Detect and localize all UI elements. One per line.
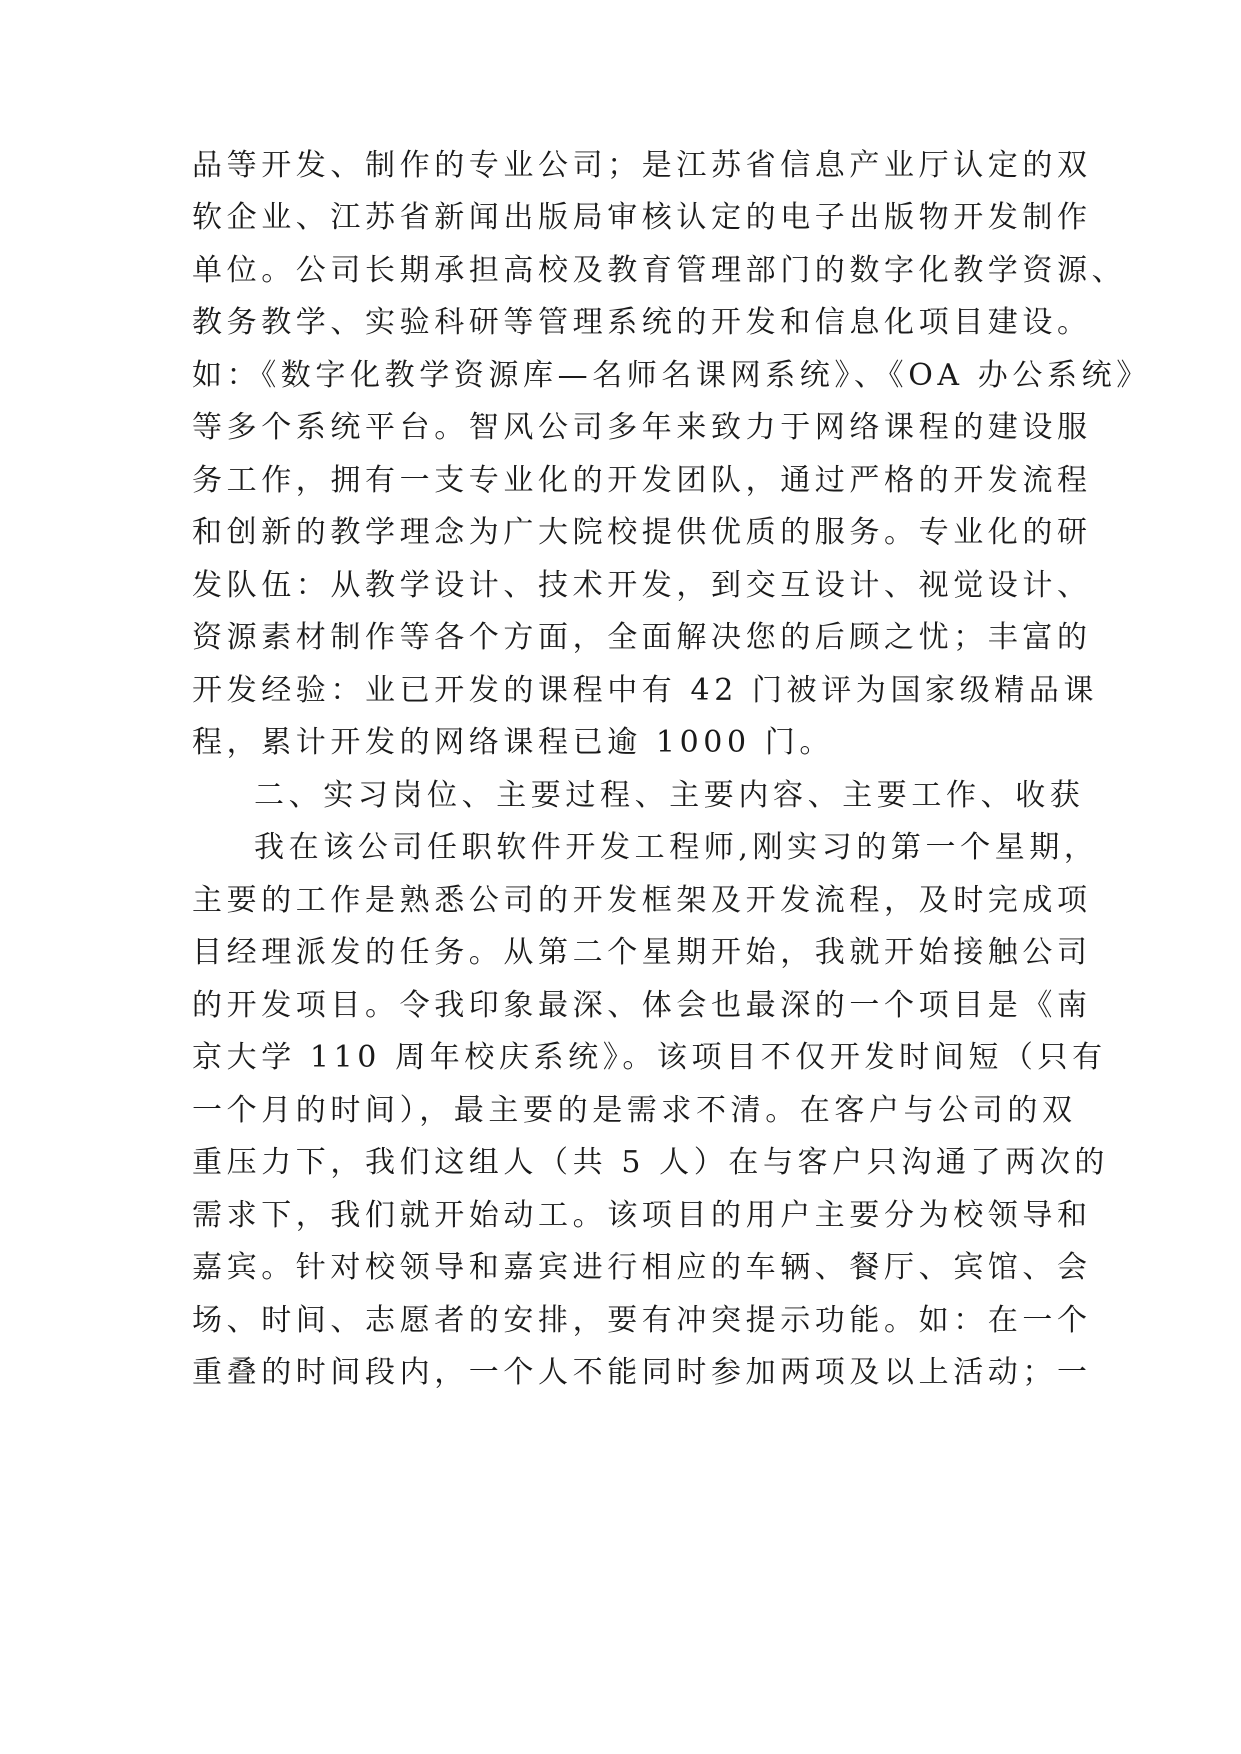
body-text-line: 的开发项目。令我印象最深、体会也最深的一个项目是《南	[192, 988, 1092, 1023]
section-heading: 二、实习岗位、主要过程、主要内容、主要工作、收获	[254, 778, 1085, 813]
body-text-line: 等多个系统平台。智风公司多年来致力于网络课程的建设服	[192, 410, 1092, 445]
body-text-line: 发队伍：从教学设计、技术开发，到交互设计、视觉设计、	[192, 568, 1092, 603]
body-text-line: 开发经验：业已开发的课程中有 42 门被评为国家级精品课	[192, 673, 1099, 708]
paragraph-first-line: 我在该公司任职软件开发工程师,刚实习的第一个星期，	[254, 830, 1099, 865]
body-text-line: 软企业、江苏省新闻出版局审核认定的电子出版物开发制作	[192, 200, 1092, 235]
body-text-line: 如：《数字化教学资源库—名师名课网系统》、《OA 办公系统》	[192, 358, 1151, 393]
body-text-line: 程，累计开发的网络课程已逾 1000 门。	[192, 725, 835, 760]
body-text-line: 一个月的时间），最主要的是需求不清。在客户与公司的双	[192, 1093, 1077, 1128]
body-text-line: 单位。公司长期承担高校及教育管理部门的数字化教学资源、	[192, 253, 1127, 288]
body-text-line: 场、时间、志愿者的安排，要有冲突提示功能。如：在一个	[192, 1303, 1092, 1338]
body-text-line: 重叠的时间段内，一个人不能同时参加两项及以上活动；一	[192, 1355, 1092, 1390]
body-text-line: 资源素材制作等各个方面，全面解决您的后顾之忧；丰富的	[192, 620, 1092, 655]
body-text-line: 教务教学、实验科研等管理系统的开发和信息化项目建设。	[192, 305, 1092, 340]
body-text-line: 需求下，我们就开始动工。该项目的用户主要分为校领导和	[192, 1198, 1092, 1233]
body-text-line: 重压力下，我们这组人（共 5 人）在与客户只沟通了两次的	[192, 1145, 1109, 1180]
body-text-line: 和创新的教学理念为广大院校提供优质的服务。专业化的研	[192, 515, 1092, 550]
body-text-line: 京大学 110 周年校庆系统》。该项目不仅开发时间短（只有	[192, 1040, 1107, 1075]
body-text-line: 目经理派发的任务。从第二个星期开始，我就开始接触公司	[192, 935, 1092, 970]
body-text-line: 主要的工作是熟悉公司的开发框架及开发流程，及时完成项	[192, 883, 1092, 918]
body-text-line: 务工作，拥有一支专业化的开发团队，通过严格的开发流程	[192, 463, 1092, 498]
body-text-line: 嘉宾。针对校领导和嘉宾进行相应的车辆、餐厅、宾馆、会	[192, 1250, 1092, 1285]
body-text-line: 品等开发、制作的专业公司；是江苏省信息产业厅认定的双	[192, 148, 1092, 183]
